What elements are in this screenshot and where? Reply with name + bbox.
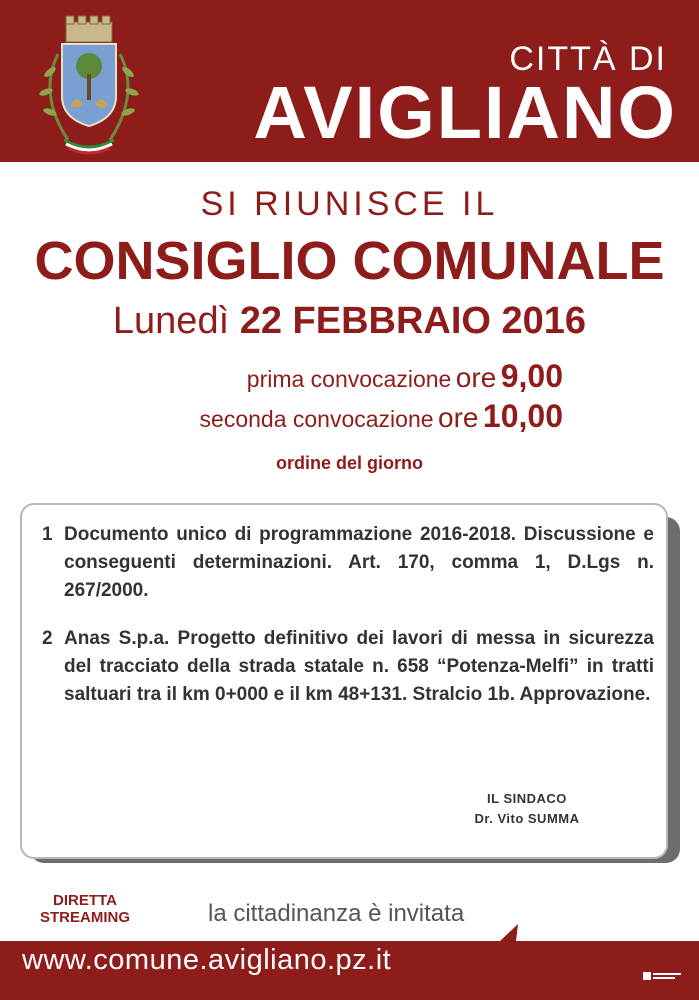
agenda-item (42, 521, 654, 605)
agenda-box (20, 503, 668, 859)
meeting-day: Lunedì (112, 300, 230, 342)
agenda-item-text: Anas S.p.a. Progetto definitivo dei lavori di messa in sicurezza del tracciato della strada statale n. 658 “Potenza-Melfi” in tratti saltuari tra il km 0+000 e il km 48+131. Stralcio 1b. Approvazione. (64, 628, 654, 705)
streaming-line1: DIRETTA (53, 892, 117, 909)
invitation-text: la cittadinanza è invitata (208, 900, 465, 927)
agenda-item-number: 1 (42, 524, 53, 545)
agenda-item-text: Documento unico di programmazione 2016-2018. Discussione e conseguenti determinazioni. Art. 170, comma 1, D.Lgs n. 267/2000. (64, 524, 654, 601)
convocation-ore: ore (438, 402, 479, 433)
convocation-time: 10,00 (482, 398, 563, 434)
printer-logo-icon (643, 970, 683, 982)
agenda-item-number: 2 (42, 628, 53, 649)
announcement-title: CONSIGLIO COMUNALE (34, 231, 665, 291)
first-convocation (247, 358, 563, 395)
agenda-heading: ordine del giorno (276, 453, 423, 473)
agenda-item (42, 625, 654, 709)
live-streaming-label (40, 892, 130, 926)
convocation-ore: ore (455, 362, 497, 393)
website-url[interactable]: www.comune.avigliano.pz.it (22, 944, 392, 976)
meeting-date: 22 FEBBRAIO 2016 (239, 300, 587, 342)
signature-role: IL SINDACO (487, 791, 567, 806)
meeting-date-line (0, 300, 699, 343)
convocation-time: 9,00 (500, 358, 563, 394)
second-convocation (200, 398, 563, 435)
streaming-line2: STREAMING (40, 909, 130, 926)
convocation-label: seconda convocazione (199, 406, 434, 432)
city-name: AVIGLIANO (253, 71, 677, 154)
convocation-label: prima convocazione (246, 366, 452, 392)
city-prefix: CITTÀ DI (509, 40, 667, 78)
mayor-signature (452, 789, 602, 829)
coat-of-arms-icon (28, 14, 148, 156)
announcement-intro: SI RIUNISCE IL (200, 185, 499, 223)
signature-name: Dr. Vito SUMMA (474, 811, 580, 826)
